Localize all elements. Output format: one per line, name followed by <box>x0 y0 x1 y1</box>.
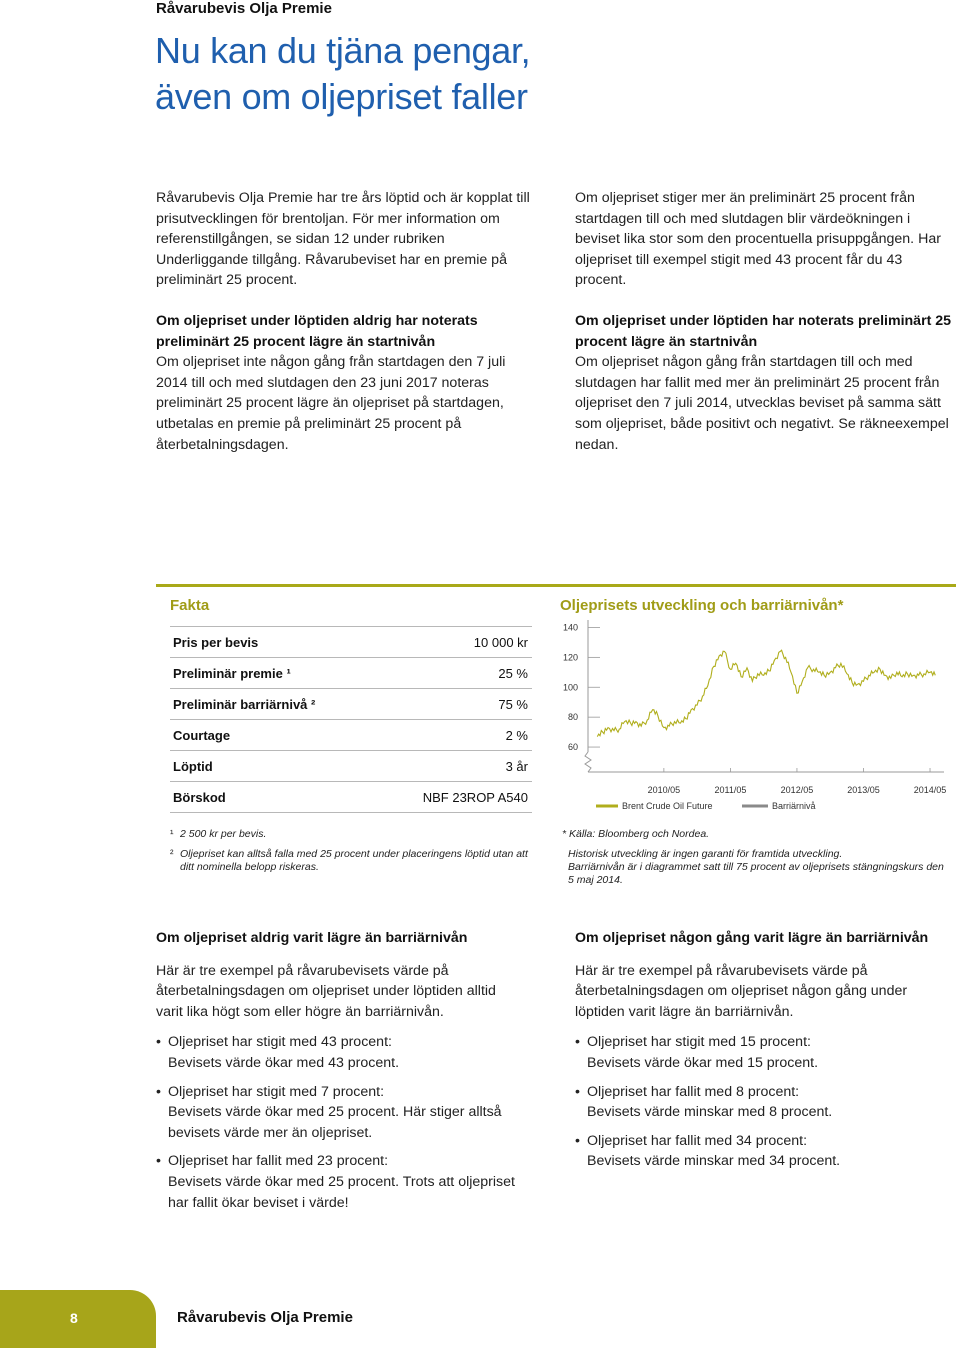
y-tick-label: 80 <box>567 712 578 723</box>
footnote-2-text: Oljepriset kan alltså falla med 25 procent under placeringens löptid utan att ditt nominella belopp riskeras. <box>180 848 528 873</box>
axis-break-mark <box>585 752 591 772</box>
y-tick-label: 140 <box>562 622 578 633</box>
legend-label-brent: Brent Crude Oil Future <box>622 801 713 811</box>
fakta-key: Löptid <box>170 751 377 782</box>
bullet-line-1: • Oljepriset har stigit med 15 procent: <box>587 1034 811 1051</box>
fakta-value: 2 % <box>377 720 532 751</box>
fakta-value: NBF 23ROP A540 <box>377 782 532 813</box>
intro-right-column <box>575 188 955 455</box>
chart-disclaimer-1: Historisk utveckling är ingen garanti för framtida utveckling. <box>568 848 843 860</box>
x-tick-label: 2011/05 <box>714 785 747 795</box>
fakta-row <box>170 658 532 689</box>
example-left-title: Om oljepriset aldrig varit lägre än barriärnivån <box>156 930 468 946</box>
fakta-key: Courtage <box>170 720 377 751</box>
bullet-line-1: • Oljepriset har fallit med 23 procent: <box>168 1153 389 1170</box>
x-tick-label: 2010/05 <box>647 785 681 795</box>
list-item <box>156 1032 526 1073</box>
list-item <box>156 1082 526 1144</box>
fakta-value: 75 % <box>377 689 532 720</box>
fakta-key: Preliminär premie ¹ <box>170 658 377 689</box>
page-headline <box>155 28 795 120</box>
chart-title: Oljeprisets utveckling och barriärnivån* <box>560 597 844 614</box>
brent-crude-line <box>597 650 935 736</box>
fakta-row <box>170 689 532 720</box>
example-right-intro: Här är tre exempel på råvarubevisets värde på återbetalningsdagen om oljepriset någon gång under löptiden varit lägre än barriärnivån. <box>575 962 908 1020</box>
bullet-line-1: • Oljepriset har fallit med 8 procent: <box>587 1083 800 1100</box>
fakta-value: 3 år <box>377 751 532 782</box>
footnote-1 <box>170 828 530 841</box>
headline-line-2: även om oljepriset faller <box>155 76 528 117</box>
intro-left-subhead: Om oljepriset under löptiden aldrig har noterats preliminärt 25 procent lägre än startnivån <box>156 312 478 350</box>
bullet-line-1: • Oljepriset har fallit med 34 procent: <box>587 1132 808 1149</box>
y-tick-label: 120 <box>562 652 578 663</box>
chart-disclaimer-2: Barriärnivån är i diagrammet satt till 75 procent av oljeprisets stängningskurs den 5 maj 2014. <box>568 861 944 886</box>
fakta-table <box>170 626 532 813</box>
intro-right-body: Om oljepriset någon gång från startdagen till och med slutdagen har fallit med mer än preliminärt 25 procent från oljepriset den 7 juli 2014, utvecklas beviset på samma sätt som oljepriset, både positivt och negativt. Se räkneexempel nedan. <box>575 354 949 453</box>
chart-notes <box>562 828 952 887</box>
footnote-1-mark: ¹ <box>170 828 174 840</box>
bullet-line-2: Bevisets värde ökar med 15 procent. <box>587 1054 819 1071</box>
bullet-line-2: Bevisets värde minskar med 34 procent. <box>587 1153 841 1170</box>
fakta-title: Fakta <box>170 597 210 614</box>
footer-page-tab <box>0 1290 156 1348</box>
x-axis <box>588 768 946 795</box>
y-tick-label: 100 <box>562 682 578 693</box>
bullet-line-2: Bevisets värde minskar med 8 procent. <box>587 1104 833 1121</box>
fakta-key: Pris per bevis <box>170 627 377 658</box>
chart-source: * Källa: Bloomberg och Nordea. <box>562 828 710 840</box>
fakta-value: 25 % <box>377 658 532 689</box>
intro-left-paragraph: Råvarubevis Olja Premie har tre års löptid och är kopplat till prisutvecklingen för brentoljan. För mer information om referenstillgången, se sidan 12 under rubriken Underliggande tillgång. Råvarubeviset har en premie på preliminärt 25 procent. <box>156 190 530 289</box>
fakta-key: Börskod <box>170 782 377 813</box>
list-item <box>575 1131 953 1172</box>
x-tick-label: 2013/05 <box>847 785 880 795</box>
fakta-footnotes <box>170 828 530 874</box>
footnote-1-text: 2 500 kr per bevis. <box>180 828 267 840</box>
bullet-line-2: Bevisets värde ökar med 25 procent. Här stiger alltså bevisets värde mer än oljepriset. <box>168 1104 502 1141</box>
page-number: 8 <box>70 1310 78 1326</box>
bullet-line-1: • Oljepriset har stigit med 7 procent: <box>168 1083 385 1100</box>
intro-left-column <box>156 188 536 455</box>
example-left-intro: Här är tre exempel på råvarubevisets värde på återbetalningsdagen om oljepriset under löptiden alltid varit lika högt som eller högre än barriärnivån. <box>156 962 496 1020</box>
intro-right-paragraph: Om oljepriset stiger mer än preliminärt 25 procent från startdagen till och med slutdagen blir värdeökningen i beviset lika stor som den procentuella prisuppgången. Har oljepriset till exempel stigit med 43 procent får du 43 procent. <box>575 190 941 289</box>
legend-label-barrier: Barriärnivå <box>772 801 816 811</box>
intro-right-subhead: Om oljepriset under löptiden har noterats preliminärt 25 procent lägre än startnivån <box>575 312 952 350</box>
bullet-line-2: Bevisets värde ökar med 25 procent. Trots att oljepriset har fallit ökar beviset i värde! <box>168 1173 515 1211</box>
footnote-2 <box>170 848 530 874</box>
bullet-line-2: Bevisets värde ökar med 43 procent. <box>168 1054 400 1071</box>
fakta-key: Preliminär barriärnivå ² <box>170 689 377 720</box>
fakta-row <box>170 627 532 658</box>
chart-legend <box>596 801 816 811</box>
running-header: Råvarubevis Olja Premie <box>156 0 332 17</box>
example-right-title: Om oljepriset någon gång varit lägre än barriärnivån <box>575 930 929 946</box>
intro-left-body: Om oljepriset inte någon gång från startdagen den 7 juli 2014 till och med slutdagen den 23 juni 2017 noteras preliminärt 25 procent lägre än oljepriset på startdagen, utbetalas en premie på preliminärt 25 procent på återbetalningsdagen. <box>156 354 506 453</box>
headline-line-1: Nu kan du tjäna pengar, <box>155 30 531 71</box>
chart-series <box>597 650 935 736</box>
fakta-row <box>170 782 532 813</box>
list-item <box>575 1082 953 1123</box>
y-axis <box>563 620 600 772</box>
footnote-2-mark: ² <box>170 848 174 860</box>
fakta-row <box>170 720 532 751</box>
example-left <box>156 928 526 1221</box>
footer-label: Råvarubevis Olja Premie <box>177 1309 353 1326</box>
list-item <box>575 1032 953 1073</box>
x-tick-label: 2014/05 <box>913 785 947 795</box>
example-left-list <box>156 1032 526 1213</box>
example-right-list <box>575 1032 953 1172</box>
oil-price-chart <box>556 612 950 822</box>
fakta-row <box>170 751 532 782</box>
y-tick-label: 60 <box>567 742 578 753</box>
example-right <box>575 928 953 1180</box>
x-tick-label: 2012/05 <box>780 785 814 795</box>
bullet-line-1: • Oljepriset har stigit med 43 procent: <box>168 1034 392 1051</box>
fakta-value: 10 000 kr <box>377 627 532 658</box>
list-item <box>156 1151 526 1213</box>
